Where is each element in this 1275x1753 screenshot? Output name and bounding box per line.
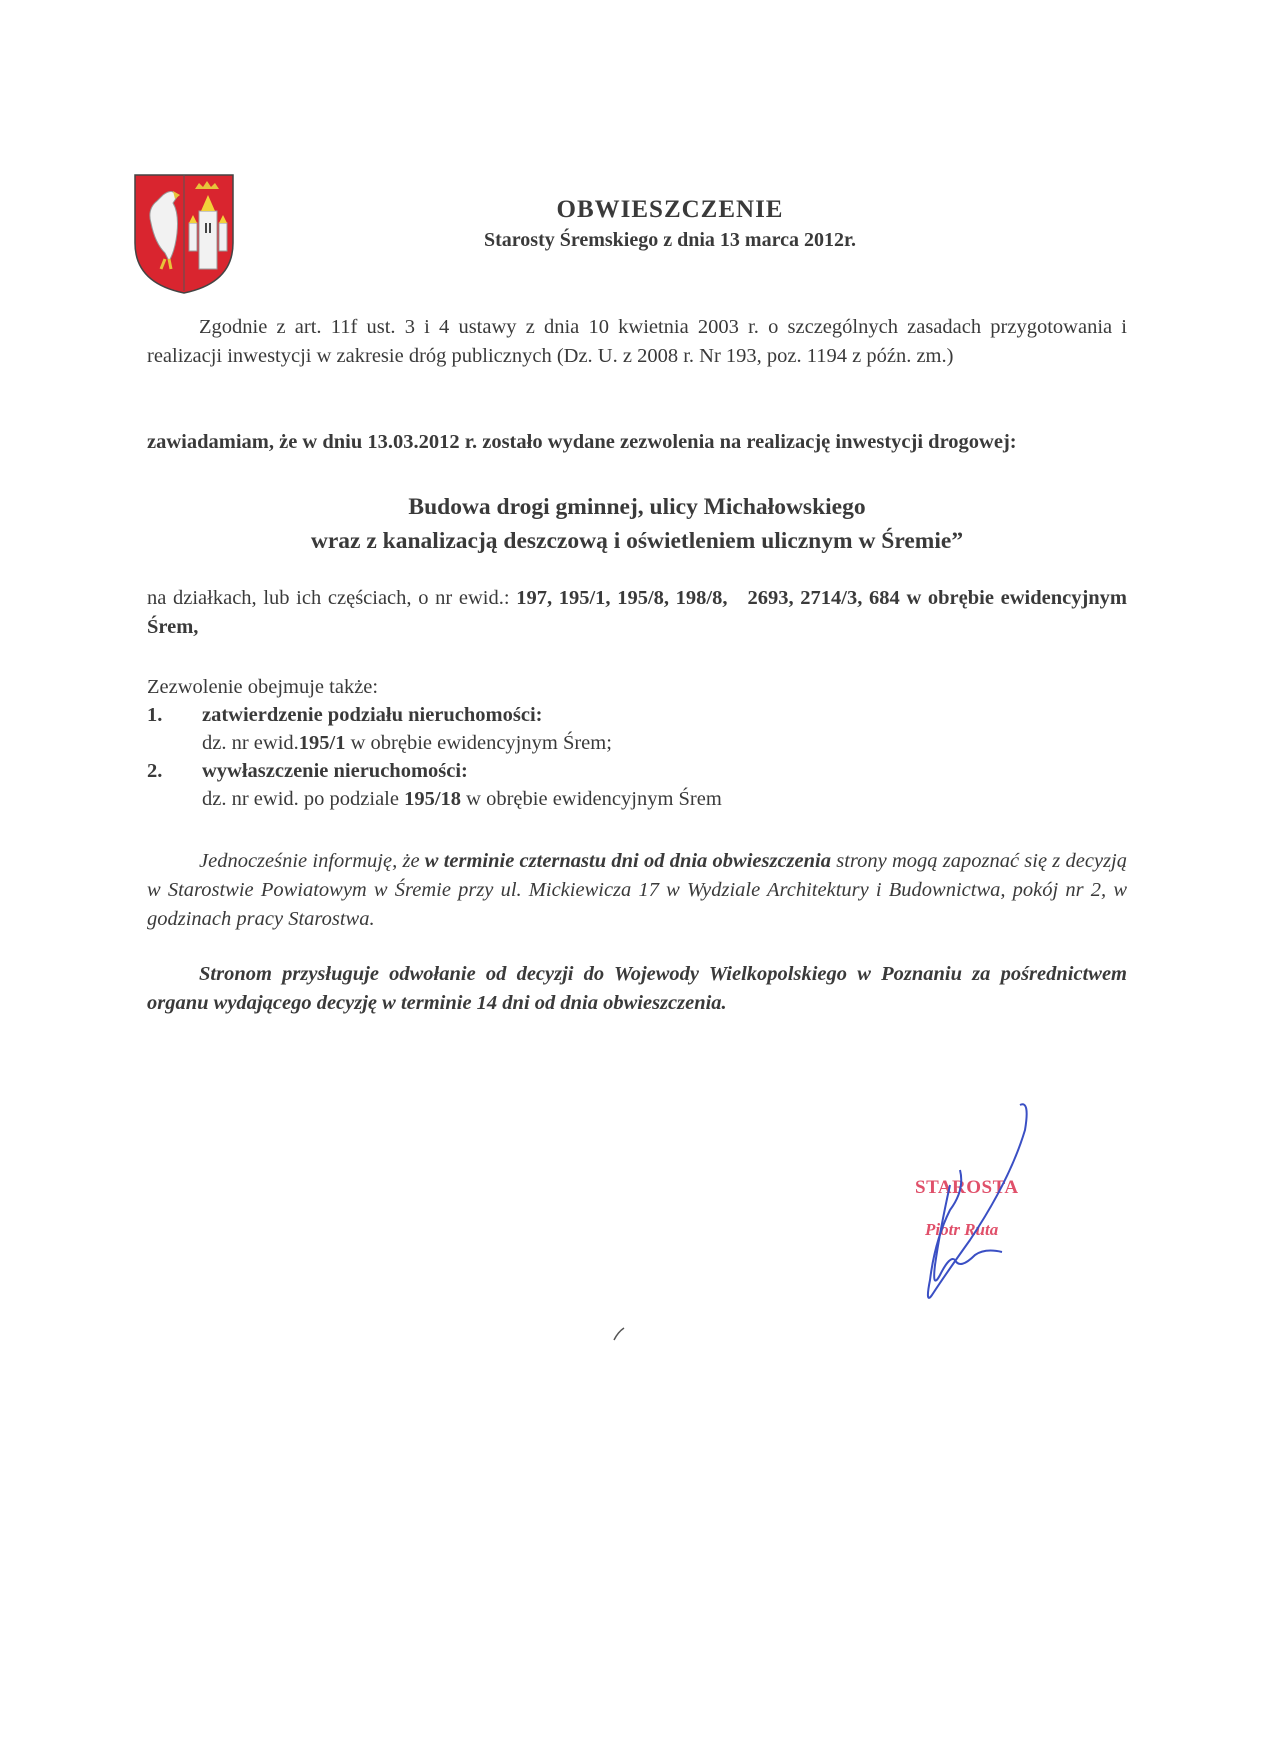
stamp-name: Piotr Ruta xyxy=(925,1220,999,1239)
detail-suffix: w obrębie ewidencyjnym Śrem; xyxy=(345,732,612,754)
detail-prefix: dz. nr ewid. xyxy=(202,732,299,754)
appeal-paragraph: Stronom przysługuje odwołanie od decyzji do Wojewody Wielkopolskiego w Poznaniu za pośrednictwem organu wydającego decyzję w terminie 14 dni od dnia obwieszczenia. xyxy=(147,963,1127,1014)
info-text-2: strony mogą zapoznać się z decyzją w Starostwie Powiatowym w Śremie przy ul. Mickiewicza 17 w Wydziale Architektury i Budownictwa, pokój nr 2, w godzinach pracy Starostwa. xyxy=(147,850,1127,930)
detail-parcel: 195/1 xyxy=(298,732,346,754)
scope-item-title: zatwierdzenie podziału nieruchomości: xyxy=(202,704,543,726)
document-header xyxy=(400,195,940,253)
parcels-numbers: 197, 195/1, 195/8, 198/8, 2693, 2714/3, 684 xyxy=(516,587,900,609)
coat-of-arms-logo xyxy=(133,173,235,295)
intro-paragraph: Zgodnie z art. 11f ust. 3 i 4 ustawy z dnia 10 kwietnia 2003 r. o szczególnych zasadach przygotowania i realizacji inwestycji w zakresie dróg publicznych (Dz. U. z 2008 r. Nr 193, poz. 1194 z późn. zm.) xyxy=(147,316,1127,367)
scope-item xyxy=(147,757,1127,785)
scope-item-detail xyxy=(147,729,1127,757)
info-paragraph xyxy=(147,847,1127,934)
scope-item-title: wywłaszczenie nieruchomości: xyxy=(202,760,468,782)
document-title: OBWIESZCZENIE xyxy=(556,196,784,223)
handwritten-signature xyxy=(880,1090,1050,1320)
project-title xyxy=(147,490,1127,558)
notice-paragraph: zawiadamiam, że w dniu 13.03.2012 r. zostało wydane zezwolenia na realizację inwestycji drogowej: xyxy=(147,431,1017,453)
scope-list xyxy=(147,673,1127,813)
stamp-title: STAROSTA xyxy=(915,1177,1019,1198)
detail-parcel: 195/18 xyxy=(404,788,462,810)
parcels-prefix: na działkach, lub ich częściach, o nr ewid.: xyxy=(147,587,510,609)
project-title-line-1: Budowa drogi gminnej, ulicy Michałowskiego xyxy=(408,494,866,520)
scope-item-number: 2. xyxy=(147,760,163,782)
detail-suffix: w obrębie ewidencyjnym Śrem xyxy=(461,788,722,810)
info-text-1: Jednocześnie informuję, że xyxy=(199,850,425,872)
scope-heading: Zezwolenie obejmuje także: xyxy=(147,676,379,698)
document-subtitle: Starosty Śremskiego z dnia 13 marca 2012r. xyxy=(483,229,857,251)
scope-item-detail xyxy=(147,785,1127,813)
pen-mark xyxy=(612,1324,632,1344)
project-title-line-2: wraz z kanalizacją deszczową i oświetleniem ulicznym w Śremie” xyxy=(310,528,964,554)
info-deadline: w terminie czternastu dni od dnia obwieszczenia xyxy=(424,850,831,872)
detail-prefix: dz. nr ewid. po podziale xyxy=(202,788,405,810)
parcels-area: w obrębie ewidencyjnym Śrem, xyxy=(147,587,1128,638)
scope-item-number: 1. xyxy=(147,704,163,726)
parcels-paragraph xyxy=(147,584,1127,642)
scope-item xyxy=(147,701,1127,729)
